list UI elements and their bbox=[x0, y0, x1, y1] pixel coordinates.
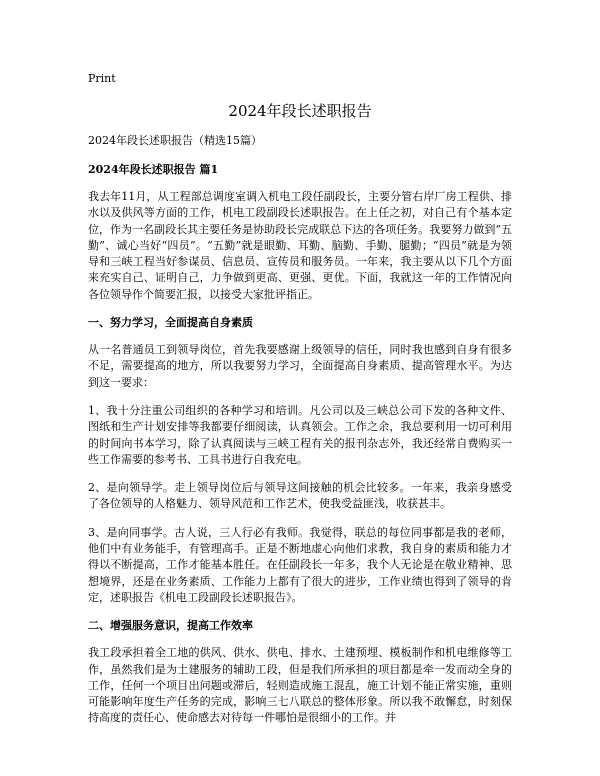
paragraph: 3、是向同事学。古人说，三人行必有我师。我觉得，联总的每位同事都是我的老师，他们中有业务能手，有管理高手。正是不断地虚心向他们求教，我自身的素质和能力才得以不断提高，工作才能基本胜任。在任副段长一年多，我个人无论是在敬业精神、思想境界，还是在业务素质、工作能力上都有了很大的进步，工作业绩也得到了领导的肯定，述职报告《机电工段副段长述职报告》。 bbox=[88, 525, 512, 604]
paragraph: 2、是向领导学。走上领导岗位后与领导这间接触的机会比较多。一年来，我亲身感受了各位领导的人格魅力、领导风范和工作艺术，使我受益匪浅，收获甚丰。 bbox=[88, 481, 512, 511]
heading-service: 二、增强服务意识，提高工作效率 bbox=[88, 619, 253, 633]
paragraph: 我工段承担着全工地的供风、供水、供电、排水、土建预埋、模板制作和机电维修等工作，虽然我们是为土建服务的辅助工段，但是我们所承担的项目都是牵一发而动全身的工作，任何一个项目出问题或滞后，轻则造成施工混乱，施工计划不能正常实施，重则可能影响年度生产任务的完成，影响三七八联总的整体形象。所以我不敢懈怠，时刻保持高度的责任心、使命感去对待每一件哪怕是很细小的工作。并 bbox=[88, 646, 512, 725]
document-body bbox=[88, 133, 512, 739]
print-link[interactable]: Print bbox=[88, 72, 116, 85]
paragraph-intro: 我去年11月，从工程部总调度室调入机电工段任副段长，主要分管右岸厂房工程供、排水以及供风等方面的工作，机电工段副段长述职报告。在上任之初，对自己有个基本定位，作为一名副段长其主要任务是协助段长完成联总下达的各项任务。我要努力做到“五勤”、诚心当好“四员”。“五勤”就是眼勤、耳勤、脑勤、手勤、腿勤；“四员”就是为领导和三峡工程当好参谋员、信息员、宣传员和服务员。一年来，我主要从以下几个方面来充实自己、证明自己，力争做到更高、更强、更优。下面，我就这一年的工作情况向各位领导作个简要汇报，以接受大家批评指正。 bbox=[88, 190, 512, 301]
paragraph: 1、我十分注重公司组织的各种学习和培训。凡公司以及三峡总公司下发的各种文件、图纸和生产计划安排等我都要仔细阅读，认真领会。工作之余，我总要利用一切可利用的时间向书本学习，除了认真阅读与三峡工程有关的报刊杂志外，我还经常自费购买一些工作需要的参考书、工具书进行自我充电。 bbox=[88, 403, 512, 466]
paragraph: 从一名普通员工到领导岗位，首先我要感谢上级领导的信任，同时我也感到自身有很多不足，需要提高的地方，所以我要努力学习，全面提高自身素质、提高管理水平。为达到这一要求： bbox=[88, 343, 512, 389]
section-heading: 2024年段长述职报告 篇1 bbox=[88, 163, 219, 176]
heading-study: 一、努力学习，全面提高自身素质 bbox=[88, 316, 253, 330]
document-subtitle: 2024年段长述职报告（精选15篇） bbox=[88, 134, 262, 147]
page-title: 2024年段长述职报告 bbox=[228, 102, 372, 120]
